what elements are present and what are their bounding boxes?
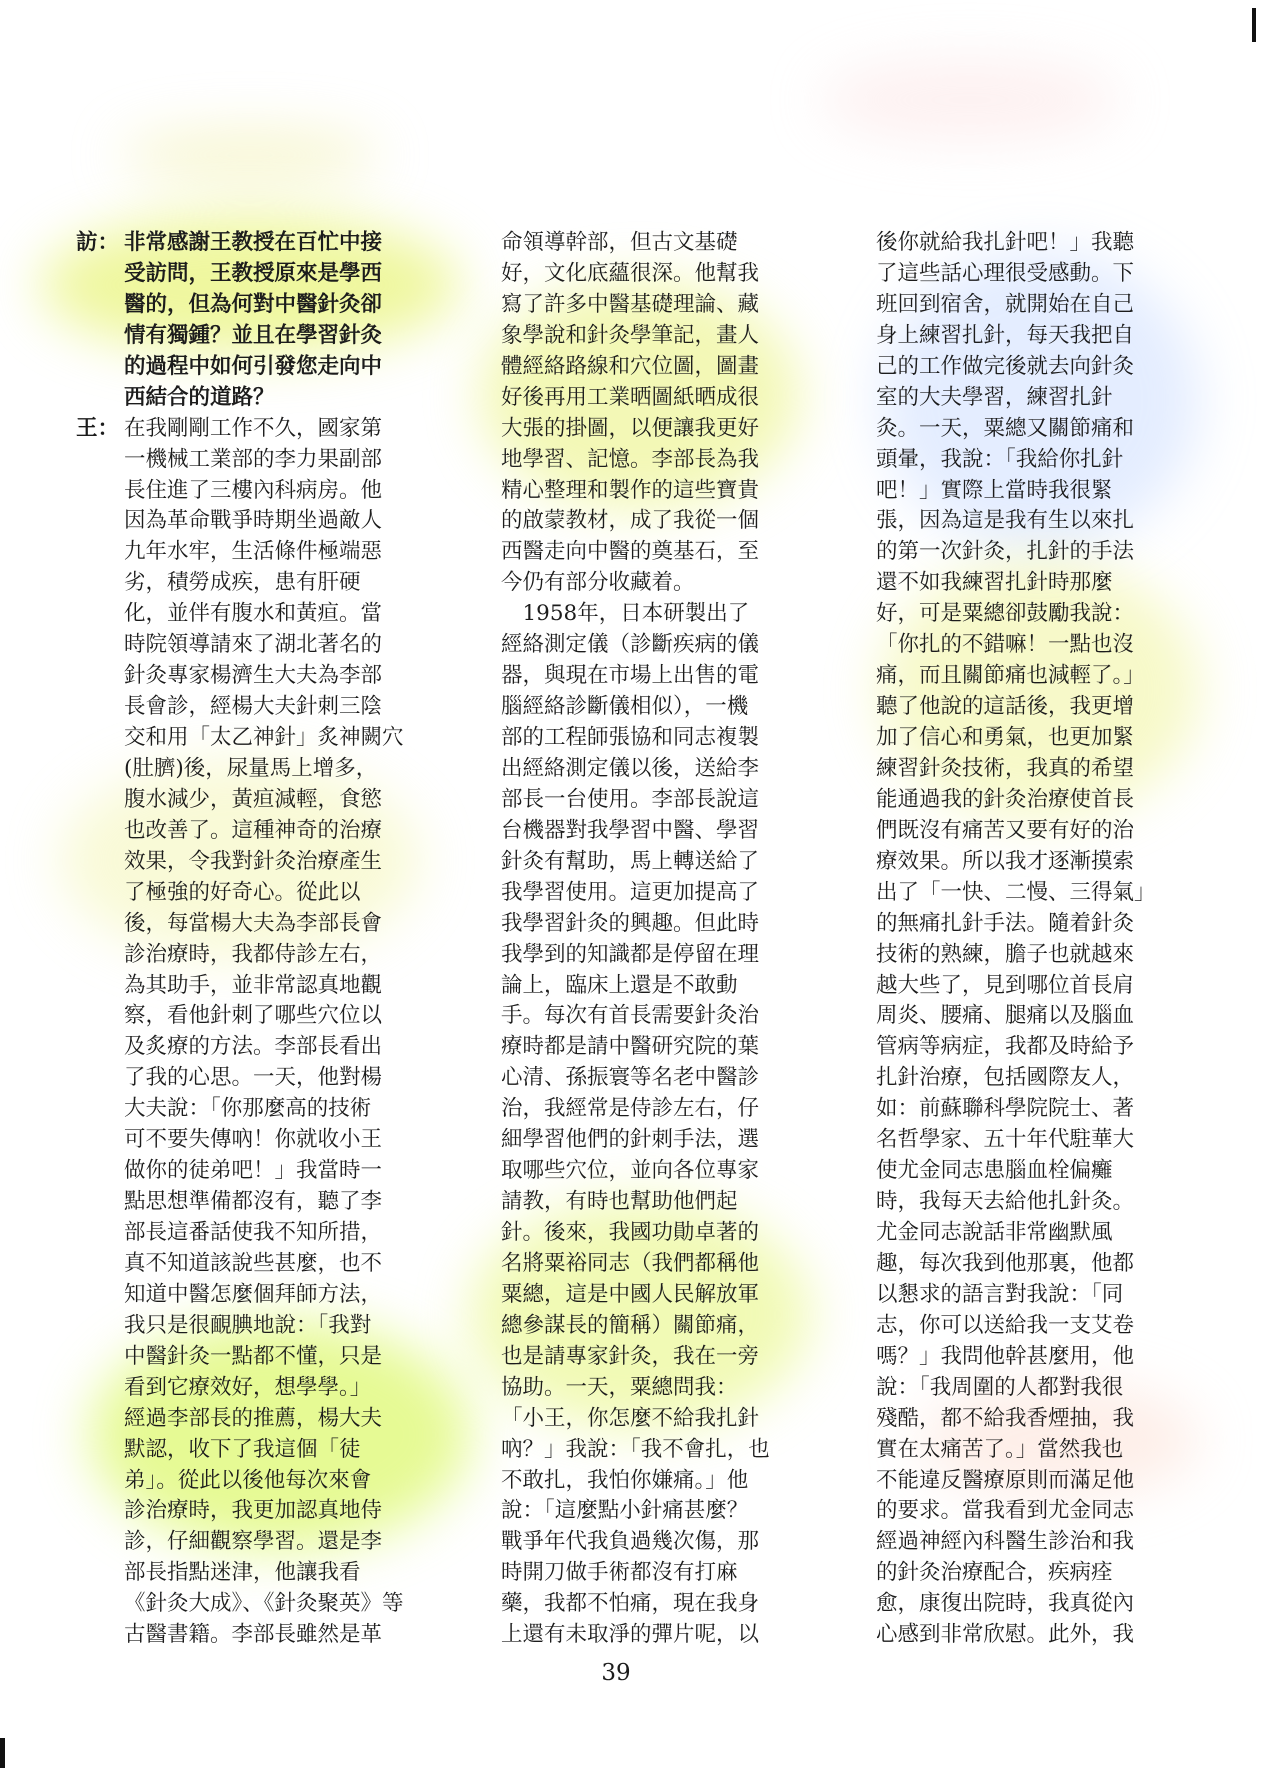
column3-line: 不能違反醫療原則而滿足他 [876, 1467, 1135, 1493]
column2-line: 總參謀長的簡稱）關節痛， [501, 1312, 760, 1338]
answer-line: 我只是很靦腆地說：「我對 [124, 1312, 372, 1338]
column3-line: 「你扎的不錯嘛！一點也沒 [876, 632, 1135, 658]
column3-line: 扎針治療，包括國際友人， [876, 1065, 1135, 1091]
column3-line: 如：前蘇聯科學院院士、著 [876, 1096, 1135, 1122]
answer-line: 默認，收下了我這個「徒 [124, 1436, 361, 1462]
question-line: 受訪問，王教授原來是學西 [124, 260, 383, 286]
column3-line: 志，你可以送給我一支艾卷 [876, 1312, 1135, 1338]
column2-line: 台機器對我學習中醫、學習 [501, 817, 760, 843]
answer-line: 知道中醫怎麼個拜師方法， [124, 1281, 383, 1307]
answer-line: 及炙療的方法。李部長看出 [124, 1034, 383, 1060]
answer-line: 做你的徒弟吧！」我當時一 [124, 1158, 383, 1184]
column2-line: 的啟蒙教材，成了我從一個 [501, 508, 760, 534]
column3-line: 後你就給我扎針吧！」我聽 [876, 230, 1135, 255]
answer-line: 化，並伴有腹水和黃疸。當 [124, 601, 383, 627]
answer-line: 中醫針灸一點都不懂，只是 [124, 1343, 383, 1369]
column2-line: 寫了許多中醫基礎理論、藏 [501, 291, 760, 317]
column2-line: 藥，我都不怕痛，現在我身 [501, 1591, 760, 1617]
wash-pink-top [820, 60, 1120, 140]
column2-line: 西醫走向中醫的奠基石，至 [501, 539, 760, 565]
column3-line: 班回到宿舍，就開始在自己 [876, 291, 1135, 317]
column3-line: 痛，而且關節痛也減輕了。」 [876, 663, 1145, 689]
column3-line: 們既沒有痛苦又要有好的治 [876, 817, 1135, 843]
column2-line: 「小王，你怎麼不給我扎針 [501, 1405, 760, 1431]
question-line: 非常感謝王教授在百忙中接 [124, 230, 383, 255]
column2-line: 針灸有幫助，馬上轉送給了 [501, 848, 760, 874]
column3-line: 己的工作做完後就去向針灸 [876, 353, 1135, 379]
column3-line: 灸。一天，粟總又關節痛和 [876, 415, 1135, 441]
column2-line: 精心整理和製作的這些寶貴 [501, 477, 760, 503]
answer-line: 部長指點迷津，他讓我看 [124, 1560, 361, 1586]
scan-mark-bottom [0, 1738, 5, 1768]
answer-block [76, 414, 436, 1652]
column3-line: 技術的熟練，膽子也就越來 [876, 941, 1135, 967]
column2-line: 體經絡路線和穴位圖，圖畫 [501, 353, 760, 379]
column3-line: 管病等病症，我都及時給予 [876, 1034, 1135, 1060]
column3-line: 使尤金同志患腦血栓偏癱 [876, 1158, 1113, 1184]
column2-line: 命領導幹部，但古文基礎 [501, 230, 738, 255]
speaker-wang: 王： [76, 415, 120, 441]
column3-line: 趣，每次我到他那裏，他都 [876, 1250, 1135, 1276]
column2-line: 今仍有部分收藏着。 [501, 570, 695, 596]
answer-line: 了我的心思。一天，他對楊 [124, 1065, 383, 1091]
question-line: 的過程中如何引發您走向中 [124, 353, 383, 379]
column3-line: 實在太痛苦了。」當然我也 [876, 1436, 1124, 1462]
column3-line: 周炎、腰痛、腿痛以及腦血 [876, 1003, 1135, 1029]
page-number: 39 [601, 1660, 631, 1686]
column3-line: 加了信心和勇氣，也更加緊 [876, 725, 1135, 750]
answer-line: 針灸專家楊濟生大夫為李部 [124, 663, 383, 689]
answer-line: 為其助手，並非常認真地觀 [124, 972, 383, 998]
answer-line: 交和用「太乙神針」炙神闕穴 [124, 725, 404, 750]
wash-yellow-top [120, 130, 380, 180]
column3-line: 愈，康復出院時，我真從內 [876, 1591, 1135, 1617]
answer-line: (肚臍)後，尿量馬上增多， [124, 755, 378, 781]
question-line: 情有獨鍾？並且在學習針灸 [124, 322, 383, 348]
answer-line: 古醫書籍。李部長雖然是革 [124, 1622, 383, 1648]
column2-line: 地學習、記憶。李部長為我 [501, 446, 760, 472]
column3-line: 的第一次針灸，扎針的手法 [876, 539, 1135, 565]
column3-line: 說：「我周圍的人都對我很 [876, 1374, 1124, 1400]
column3-line: 療效果。所以我才逐漸摸索 [876, 848, 1135, 874]
answer-line: 診治療時，我都侍診左右， [124, 941, 383, 967]
answer-line: 經過李部長的推薦，楊大夫 [124, 1405, 383, 1431]
column3-line: 練習針灸技術，我真的希望 [876, 755, 1135, 781]
column3-line: 名哲學家、五十年代駐華大 [876, 1127, 1135, 1153]
answer-line: 弟」。從此以後他每次來會 [124, 1467, 372, 1493]
column2-line: 時開刀做手術都沒有打麻 [501, 1560, 738, 1586]
question-line: 醫的，但為何對中醫針灸卻 [124, 291, 383, 317]
column3-line: 頭暈，我說：「我給你扎針 [876, 446, 1124, 472]
column2-line: 上還有未取淨的彈片呢，以 [501, 1622, 760, 1648]
column3-line: 嗎？」我問他幹甚麼用，他 [876, 1343, 1135, 1369]
column3-line: 了這些話心理很受感動。下 [876, 260, 1135, 286]
answer-line: 大夫說：「你那麼高的技術 [124, 1096, 372, 1122]
column3-line: 出了「一快、二慢、三得氣」 [876, 879, 1156, 905]
column2-line: 協助。一天，粟總問我： [501, 1374, 738, 1400]
column3-line: 尤金同志說話非常幽默風 [876, 1220, 1113, 1245]
column2-line: 治，我經常是侍診左右，仔 [501, 1096, 760, 1122]
answer-line: 腹水減少，黃疸減輕，食慾 [124, 786, 383, 812]
column2-line: 我學習針灸的興趣。但此時 [501, 910, 760, 936]
answer-line: 了極強的好奇心。從此以 [124, 879, 361, 905]
column3-line: 以懇求的語言對我說：「同 [876, 1281, 1124, 1307]
answer-line: 時院領導請來了湖北著名的 [124, 632, 383, 658]
answer-line: 診治療時，我更加認真地侍 [124, 1498, 383, 1524]
column2-line: 論上，臨床上還是不敢動 [501, 972, 738, 998]
column2-line: 心清、孫振寰等名老中醫診 [501, 1065, 760, 1091]
column-1 [76, 228, 436, 1651]
column2-line: 象學說和針灸學筆記，畫人 [501, 322, 760, 348]
column2-line: 手。每次有首長需要針灸治 [501, 1003, 760, 1029]
answer-line: 一機械工業部的李力果副部 [124, 446, 383, 472]
column2-line: 器，與現在市場上出售的電 [501, 663, 760, 689]
column2-line: 細學習他們的針刺手法，選 [501, 1127, 760, 1153]
answer-line: 看到它療效好，想學學。」 [124, 1374, 372, 1400]
column2-line: 出經絡測定儀以後，送給李 [501, 755, 760, 781]
column3-line: 的要求。當我看到尤金同志 [876, 1498, 1135, 1524]
answer-line: 部長這番話使我不知所措， [124, 1220, 383, 1245]
column2-line: 名將粟裕同志（我們都稱他 [501, 1250, 760, 1276]
column2-line: 部長一台使用。李部長說這 [501, 786, 760, 812]
column2-line: 好，文化底蘊很深。他幫我 [501, 260, 760, 286]
scan-mark-top [1252, 8, 1256, 42]
column2-line: 吶？」我說：「我不會扎，也 [501, 1436, 770, 1462]
column2-line: 說：「這麼點小針痛甚麼？ [501, 1498, 749, 1524]
column2-line: 請教，有時也幫助他們起 [501, 1189, 738, 1215]
answer-line: 可不要失傳吶！你就收小王 [124, 1127, 383, 1153]
answer-line: 察，看他針刺了哪些穴位以 [124, 1003, 383, 1029]
column3-line: 室的大夫學習，練習扎針 [876, 384, 1113, 410]
answer-line: 點思想準備都沒有，聽了李 [124, 1189, 383, 1215]
column2-line: 1958年，日本研製出了 [501, 601, 750, 627]
answer-line: 也改善了。這種神奇的治療 [124, 817, 383, 843]
answer-line: 真不知道該說些甚麼，也不 [124, 1250, 383, 1276]
column2-line: 好後再用工業晒圖紙晒成很 [501, 384, 760, 410]
column-3 [876, 228, 1166, 1651]
answer-line: 因為革命戰爭時期坐過敵人 [124, 508, 383, 534]
column3-line: 身上練習扎針，每天我把自 [876, 322, 1135, 348]
column2-line: 部的工程師張協和同志複製 [501, 725, 760, 750]
column2-line: 我學習使用。這更加提高了 [501, 879, 760, 905]
answer-line: 在我剛剛工作不久，國家第 [124, 415, 383, 441]
column3-line: 的針灸治療配合，疾病痊 [876, 1560, 1113, 1586]
column3-line: 經過神經內科醫生診治和我 [876, 1529, 1135, 1555]
column3-line: 殘酷，都不給我香煙抽，我 [876, 1405, 1135, 1431]
column2-line: 不敢扎，我怕你嫌痛。」他 [501, 1467, 749, 1493]
column3-line: 還不如我練習扎針時那麼 [876, 570, 1113, 596]
column2-line: 取哪些穴位，並向各位專家 [501, 1158, 760, 1184]
column3-line: 吧！」實際上當時我很緊 [876, 477, 1113, 503]
question-line: 西結合的道路？ [124, 384, 275, 410]
column-2 [501, 228, 791, 1651]
column2-line: 我學到的知識都是停留在理 [501, 941, 760, 967]
answer-line: 後，每當楊大夫為李部長會 [124, 910, 383, 936]
column2-line: 戰爭年代我負過幾次傷，那 [501, 1529, 760, 1555]
question-block [76, 228, 436, 414]
column3-line: 張，因為這是我有生以來扎 [876, 508, 1135, 534]
column3-line: 的無痛扎針手法。隨着針灸 [876, 910, 1135, 936]
column2-line: 療時都是請中醫研究院的葉 [501, 1034, 760, 1060]
column3-line: 好，可是粟總卻鼓勵我說： [876, 601, 1135, 627]
answer-line: 長會診，經楊大夫針刺三陰 [124, 694, 383, 720]
column3-line: 聽了他說的這話後，我更增 [876, 694, 1135, 720]
answer-line: 九年水牢，生活條件極端惡 [124, 539, 383, 565]
answer-line: 劣，積勞成疾，患有肝硬 [124, 570, 361, 596]
column2-line: 粟總，這是中國人民解放軍 [501, 1281, 760, 1307]
column2-line: 針。後來，我國功勛卓著的 [501, 1220, 760, 1245]
column3-line: 能通過我的針灸治療使首長 [876, 786, 1135, 812]
answer-line: 《針灸大成》、《針灸聚英》等 [124, 1591, 404, 1617]
column3-line: 越大些了，見到哪位首長肩 [876, 972, 1135, 998]
column2-line: 也是請專家針灸，我在一旁 [501, 1343, 760, 1369]
column2-line: 經絡測定儀（診斷疾病的儀 [501, 632, 760, 658]
column2-line: 腦經絡診斷儀相似），一機 [501, 694, 749, 720]
column2-line: 大張的掛圖，以便讓我更好 [501, 415, 760, 441]
answer-line: 診，仔細觀察學習。還是李 [124, 1529, 383, 1555]
column3-line: 時，我每天去給他扎針灸。 [876, 1189, 1135, 1215]
answer-line: 效果，令我對針灸治療產生 [124, 848, 383, 874]
column3-line: 心感到非常欣慰。此外，我 [876, 1622, 1135, 1648]
speaker-interviewer: 訪： [76, 230, 120, 255]
answer-line: 長住進了三樓內科病房。他 [124, 477, 383, 503]
